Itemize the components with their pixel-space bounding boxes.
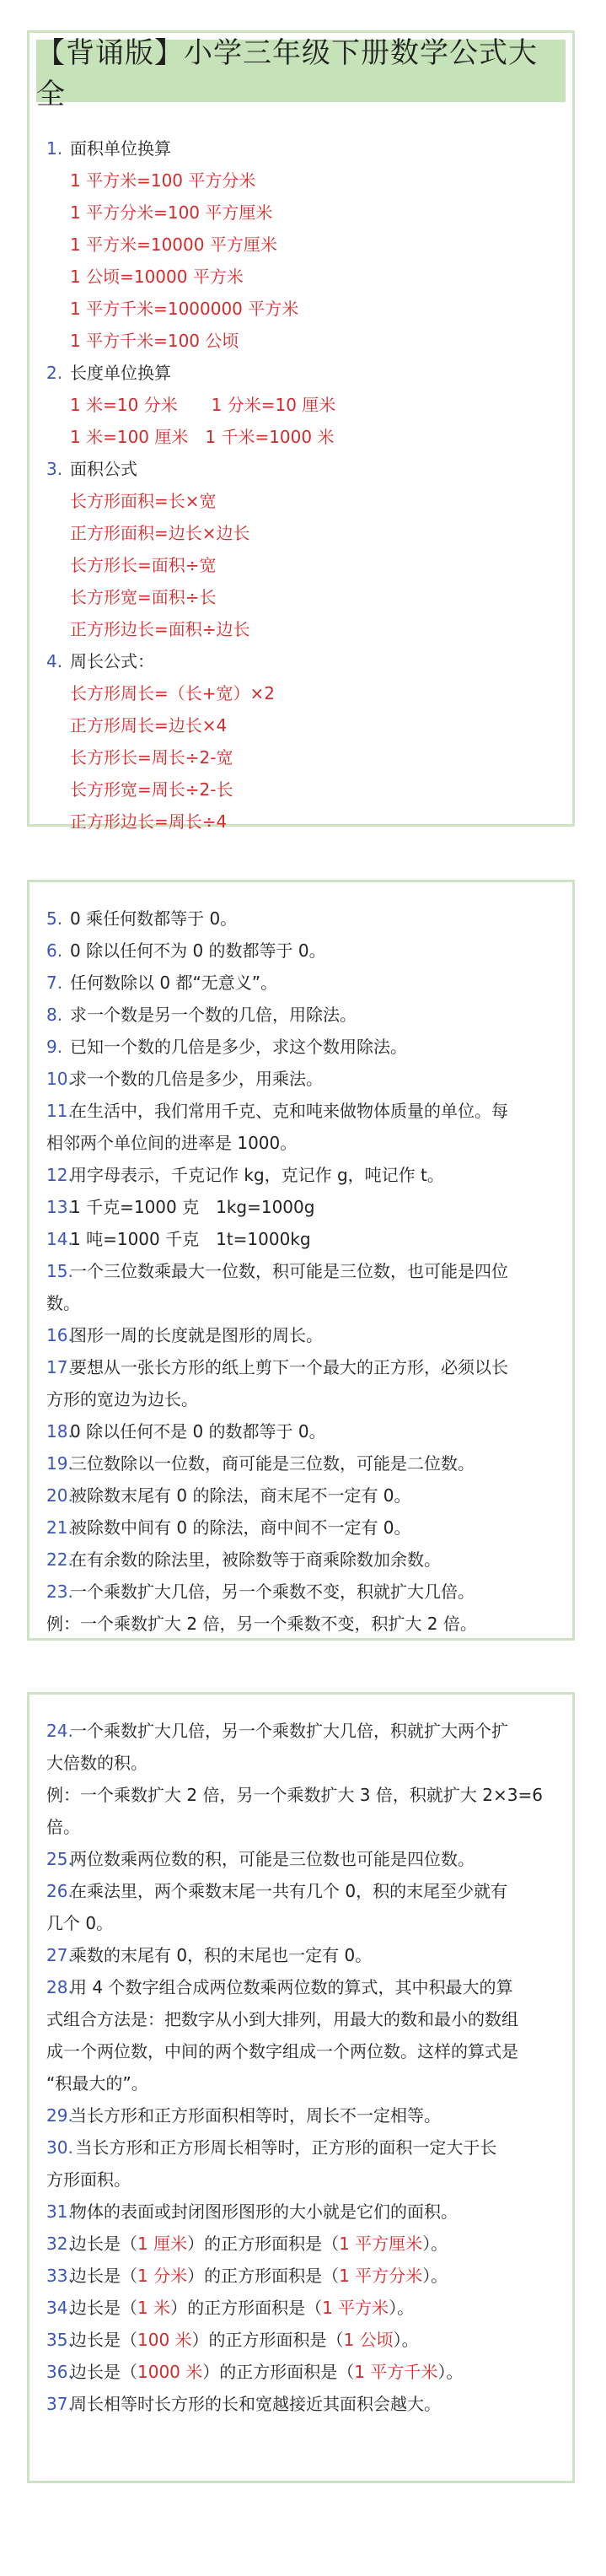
formula-line: 1 平方分米=100 平方厘米: [70, 202, 273, 223]
fact-continuation: 相邻两个单位间的进率是 1000。: [46, 1133, 298, 1153]
section-number: 4.: [46, 651, 63, 671]
fact-number: 25.: [46, 1849, 73, 1869]
fact-number: 36.: [46, 2362, 73, 2382]
fact-number: 32.: [46, 2234, 73, 2254]
fact-continuation: 大倍数的积。: [46, 1753, 147, 1773]
fact-item: [29, 1095, 572, 1127]
highlight-value: 1 米: [137, 2298, 171, 2318]
fact-item: [29, 1971, 572, 2003]
fact-number: 30.: [46, 2137, 73, 2158]
formula-line: 长方形宽=面积÷长: [70, 587, 217, 607]
fact-item: [29, 1608, 572, 1640]
fact-item: [29, 1544, 572, 1576]
fact-text: ）。: [393, 2330, 419, 2350]
fact-number: 21.: [46, 1517, 73, 1538]
fact-number: 16.: [46, 1325, 73, 1345]
fact-item: [29, 1843, 572, 1875]
formula-line: 长方形宽=周长÷2-长: [70, 779, 233, 800]
formula-card-2: [27, 880, 575, 1641]
fact-item: [29, 1351, 572, 1383]
fact-item: [29, 2356, 572, 2388]
formula-line: 正方形边长=周长÷4: [70, 811, 228, 832]
fact-text: 要想从一张长方形的纸上剪下一个最大的正方形，必须以长: [70, 1357, 508, 1377]
fact-item: [29, 1223, 572, 1255]
fact-number: 24.: [46, 1721, 73, 1741]
fact-item: [29, 1191, 572, 1223]
highlight-value: 1 平方米: [322, 2298, 389, 2318]
formula-line: 长方形长=周长÷2-宽: [70, 747, 233, 768]
section-number: 2.: [46, 363, 63, 383]
highlight-value: 1 分米: [137, 2266, 188, 2286]
fact-item: [29, 2099, 572, 2131]
fact-number: 15.: [46, 1261, 73, 1281]
formula-line: 1 平方米=10000 平方厘米: [70, 234, 277, 255]
section-title: 面积单位换算: [70, 138, 171, 159]
fact-text: 1 吨=1000 千克 1t=1000kg: [70, 1229, 311, 1249]
fact-list: [29, 1715, 572, 2420]
formula-line: 1 米=100 厘米 1 千米=1000 米: [70, 427, 335, 447]
fact-number: 11.: [46, 1101, 73, 1121]
fact-item: [29, 2324, 572, 2356]
fact-text: 任何数除以 0 都“无意义”。: [70, 973, 278, 993]
formula-line: 1 平方千米=1000000 平方米: [70, 299, 299, 319]
formula-line: 1 平方米=100 平方分米: [70, 170, 256, 191]
fact-number: 34.: [46, 2298, 73, 2318]
fact-continuation: 方形面积。: [46, 2169, 131, 2190]
fact-text: 一个乘数扩大几倍，另一个乘数不变，积就扩大几倍。: [70, 1582, 475, 1602]
section-title: 面积公式: [70, 459, 137, 479]
highlight-value: 100 米: [137, 2330, 192, 2350]
formula-line: 长方形长=面积÷宽: [70, 555, 217, 575]
fact-item: [29, 2131, 572, 2164]
fact-text: 一个三位数乘最大一位数，积可能是三位数，也可能是四位: [70, 1261, 508, 1281]
fact-text: 1 千克=1000 克 1kg=1000g: [70, 1197, 315, 1217]
fact-item: [29, 1939, 572, 1971]
section-title: 周长公式：: [70, 651, 154, 671]
fact-item: [29, 1415, 572, 1447]
fact-text: 被除数中间有 0 的除法，商中间不一定有 0。: [70, 1517, 411, 1538]
section-heading: [29, 645, 572, 677]
fact-text: 当长方形和正方形面积相等时，周长不一定相等。: [70, 2105, 441, 2126]
fact-text: 在生活中，我们常用千克、克和吨来做物体质量的单位。每: [70, 1101, 508, 1121]
fact-text: 边长是（: [70, 2298, 137, 2318]
fact-text: 当长方形和正方形周长相等时，正方形的面积一定大于长: [70, 2137, 497, 2158]
formula-card-3: [27, 1692, 575, 2483]
fact-item: [29, 1715, 572, 1747]
fact-number: 31.: [46, 2201, 73, 2222]
fact-item: [29, 1255, 572, 1287]
fact-number: 19.: [46, 1453, 73, 1474]
fact-text: ）。: [389, 2298, 415, 2318]
fact-text: 边长是（: [70, 2330, 137, 2350]
section-heading: [29, 357, 572, 389]
fact-text: ）的正方形面积是（: [187, 2234, 340, 2254]
fact-text: ）。: [437, 2362, 464, 2382]
fact-text: ）的正方形面积是（: [202, 2362, 355, 2382]
section-heading: [29, 453, 572, 485]
fact-text: 已知一个数的几倍是多少，求这个数用除法。: [70, 1037, 407, 1057]
fact-number: 13.: [46, 1197, 73, 1217]
fact-continuation: 成一个两位数，中间的两个数字组成一个两位数。这样的算式是: [46, 2041, 518, 2061]
section-title: 长度单位换算: [70, 363, 171, 383]
fact-number: 10.: [46, 1069, 73, 1089]
formula-line: 长方形周长=（长+宽）×2: [70, 683, 275, 703]
fact-item: [29, 1063, 572, 1095]
fact-text: 0 除以任何不为 0 的数都等于 0。: [70, 940, 326, 961]
fact-text: ）的正方形面积是（: [187, 2266, 340, 2286]
highlight-value: 1 平方厘米: [339, 2234, 423, 2254]
fact-list: [29, 903, 572, 1640]
fact-number: 6.: [46, 940, 63, 961]
formula-line: 1 公顷=10000 平方米: [70, 267, 244, 287]
fact-number: 27.: [46, 1945, 73, 1965]
fact-text: 乘数的末尾有 0，积的末尾也一定有 0。: [70, 1945, 373, 1965]
formula-line: 1 平方千米=100 公顷: [70, 331, 239, 351]
fact-text: 边长是（: [70, 2234, 137, 2254]
fact-number: 14.: [46, 1229, 73, 1249]
fact-text: 物体的表面或封闭图形图形的大小就是它们的面积。: [70, 2201, 458, 2222]
fact-continuation: 方形的宽边为边长。: [46, 1389, 198, 1409]
page-title: 【背诵版】小学三年级下册数学公式大全: [36, 40, 566, 102]
fact-item: [29, 1576, 572, 1608]
fact-item: [29, 2388, 572, 2420]
highlight-value: 1 公顷: [343, 2330, 394, 2350]
fact-text: 两位数乘两位数的积，可能是三位数也可能是四位数。: [70, 1849, 475, 1869]
fact-number: 33.: [46, 2266, 73, 2286]
fact-text: 求一个数的几倍是多少，用乘法。: [70, 1069, 323, 1089]
fact-item: [29, 1512, 572, 1544]
highlight-value: 1 平方分米: [339, 2266, 423, 2286]
fact-text: ）的正方形面积是（: [191, 2330, 344, 2350]
fact-text: 用字母表示，千克记作 kg，克记作 g，吨记作 t。: [70, 1165, 444, 1185]
fact-item: [29, 935, 572, 967]
fact-item: [29, 967, 572, 999]
fact-item: [29, 1479, 572, 1512]
fact-text: ）。: [422, 2234, 448, 2254]
formula-line: 正方形面积=边长×边长: [70, 523, 250, 543]
fact-text: 周长相等时长方形的长和宽越接近其面积会越大。: [70, 2394, 441, 2414]
fact-continuation: “积最大的”。: [46, 2073, 148, 2094]
fact-text: 图形一周的长度就是图形的周长。: [70, 1325, 323, 1345]
fact-number: 17.: [46, 1357, 73, 1377]
fact-text: 0 乘任何数都等于 0。: [70, 908, 238, 929]
fact-text: 边长是（: [70, 2362, 137, 2382]
formula-line: 正方形边长=面积÷边长: [70, 619, 250, 639]
fact-number: 23.: [46, 1582, 73, 1602]
highlight-value: 1 厘米: [137, 2234, 188, 2254]
fact-number: 22.: [46, 1549, 73, 1570]
fact-item: [29, 1319, 572, 1351]
fact-number: 9.: [46, 1037, 63, 1057]
fact-text: 三位数除以一位数，商可能是三位数，可能是二位数。: [70, 1453, 475, 1474]
fact-item: [29, 2196, 572, 2228]
fact-text: 边长是（: [70, 2266, 137, 2286]
formula-line: 正方形周长=边长×4: [70, 715, 228, 736]
fact-text: 在有余数的除法里，被除数等于商乘除数加余数。: [70, 1549, 441, 1570]
section-number: 3.: [46, 459, 63, 479]
fact-continuation: 数。: [46, 1293, 80, 1313]
fact-number: 12.: [46, 1165, 73, 1185]
formula-line: 1 米=10 分米 1 分米=10 厘米: [70, 395, 336, 415]
fact-continuation: 几个 0。: [46, 1913, 114, 1933]
highlight-value: 1000 米: [137, 2362, 203, 2382]
fact-item: [29, 2228, 572, 2260]
fact-text: 例：一个乘数扩大 2 倍，另一个乘数不变，积扩大 2 倍。: [46, 1614, 477, 1634]
fact-item: [29, 903, 572, 935]
fact-item: [29, 999, 572, 1031]
fact-number: 35.: [46, 2330, 73, 2350]
fact-text: 0 除以任何不是 0 的数都等于 0。: [70, 1421, 326, 1442]
section-list: [29, 132, 572, 838]
fact-text: 用 4 个数字组合成两位数乘两位数的算式，其中积最大的算: [70, 1977, 513, 1997]
fact-number: 7.: [46, 973, 63, 993]
fact-continuation: 倍。: [46, 1817, 80, 1837]
formula-card-1: [27, 30, 575, 832]
formula-line: 长方形面积=长×宽: [70, 491, 217, 511]
fact-number: 20.: [46, 1485, 73, 1506]
fact-item: [29, 2292, 572, 2324]
fact-text: 在乘法里，两个乘数末尾一共有几个 0，积的末尾至少就有: [70, 1881, 508, 1901]
fact-item: [29, 1447, 572, 1479]
fact-number: 37.: [46, 2394, 73, 2414]
fact-continuation: 式组合方法是：把数字从小到大排列，用最大的数和最小的数组: [46, 2009, 518, 2029]
fact-number: 18.: [46, 1421, 73, 1442]
section-number: 1.: [46, 138, 63, 159]
fact-text: 一个乘数扩大几倍，另一个乘数扩大几倍，积就扩大两个扩: [70, 1721, 508, 1741]
highlight-value: 1 平方千米: [354, 2362, 438, 2382]
fact-item: [29, 1159, 572, 1191]
fact-text: ）。: [422, 2266, 448, 2286]
fact-number: 29.: [46, 2105, 73, 2126]
fact-number: 28.: [46, 1977, 73, 1997]
fact-text: 被除数末尾有 0 的除法，商末尾不一定有 0。: [70, 1485, 411, 1506]
fact-text: ）的正方形面积是（: [170, 2298, 323, 2318]
section-heading: [29, 132, 572, 164]
fact-text: 例：一个乘数扩大 2 倍，另一个乘数扩大 3 倍，积就扩大 2×3=6: [46, 1785, 543, 1805]
fact-item: [29, 1779, 572, 1811]
fact-number: 5.: [46, 908, 63, 929]
fact-item: [29, 1031, 572, 1063]
fact-number: 26.: [46, 1881, 73, 1901]
fact-item: [29, 1875, 572, 1907]
fact-number: 8.: [46, 1005, 63, 1025]
fact-text: 求一个数是另一个数的几倍，用除法。: [70, 1005, 357, 1025]
fact-item: [29, 2260, 572, 2292]
